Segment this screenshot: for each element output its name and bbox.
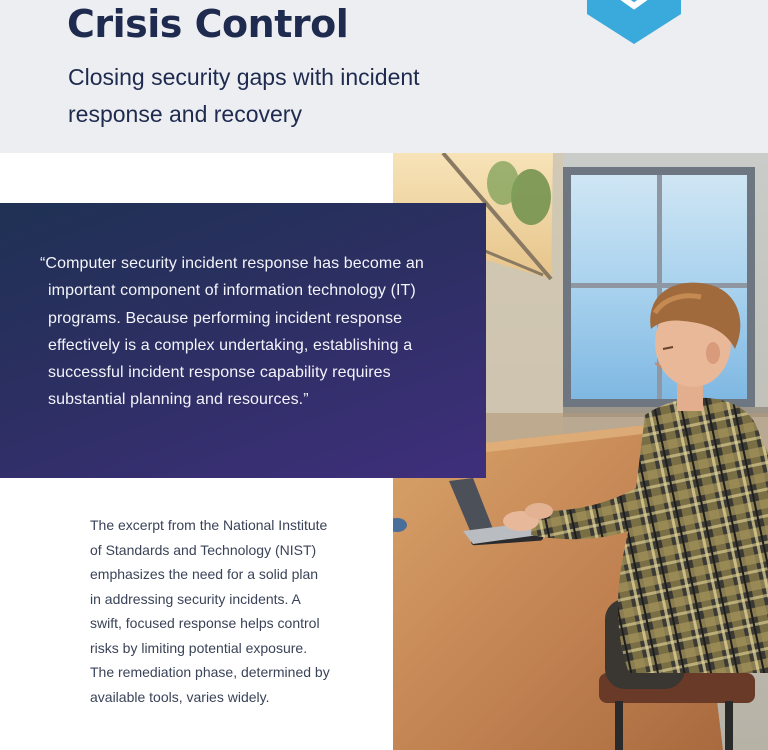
pull-quote: “Computer security incident response has become an important component of information technology (IT) programs. Because performing incident response effectively is a complex undertaking, establishing a successful incident response capability requires substantial planning and resources.” [40,255,424,409]
body-paragraph: The excerpt from the National Institute of Standards and Technology (NIST) emphasizes the need for a solid plan in addressing security incidents. A swift, focused response helps control risks by limiting potential exposure. The remediation phase, determined by available tools, varies widely. [90,517,330,705]
page-title: Crisis Control [67,2,349,46]
quote-box [0,203,486,478]
chevron-down-icon [587,0,681,44]
page-header [0,0,768,153]
page-subtitle: Closing security gaps with incident response and recovery [68,64,420,127]
